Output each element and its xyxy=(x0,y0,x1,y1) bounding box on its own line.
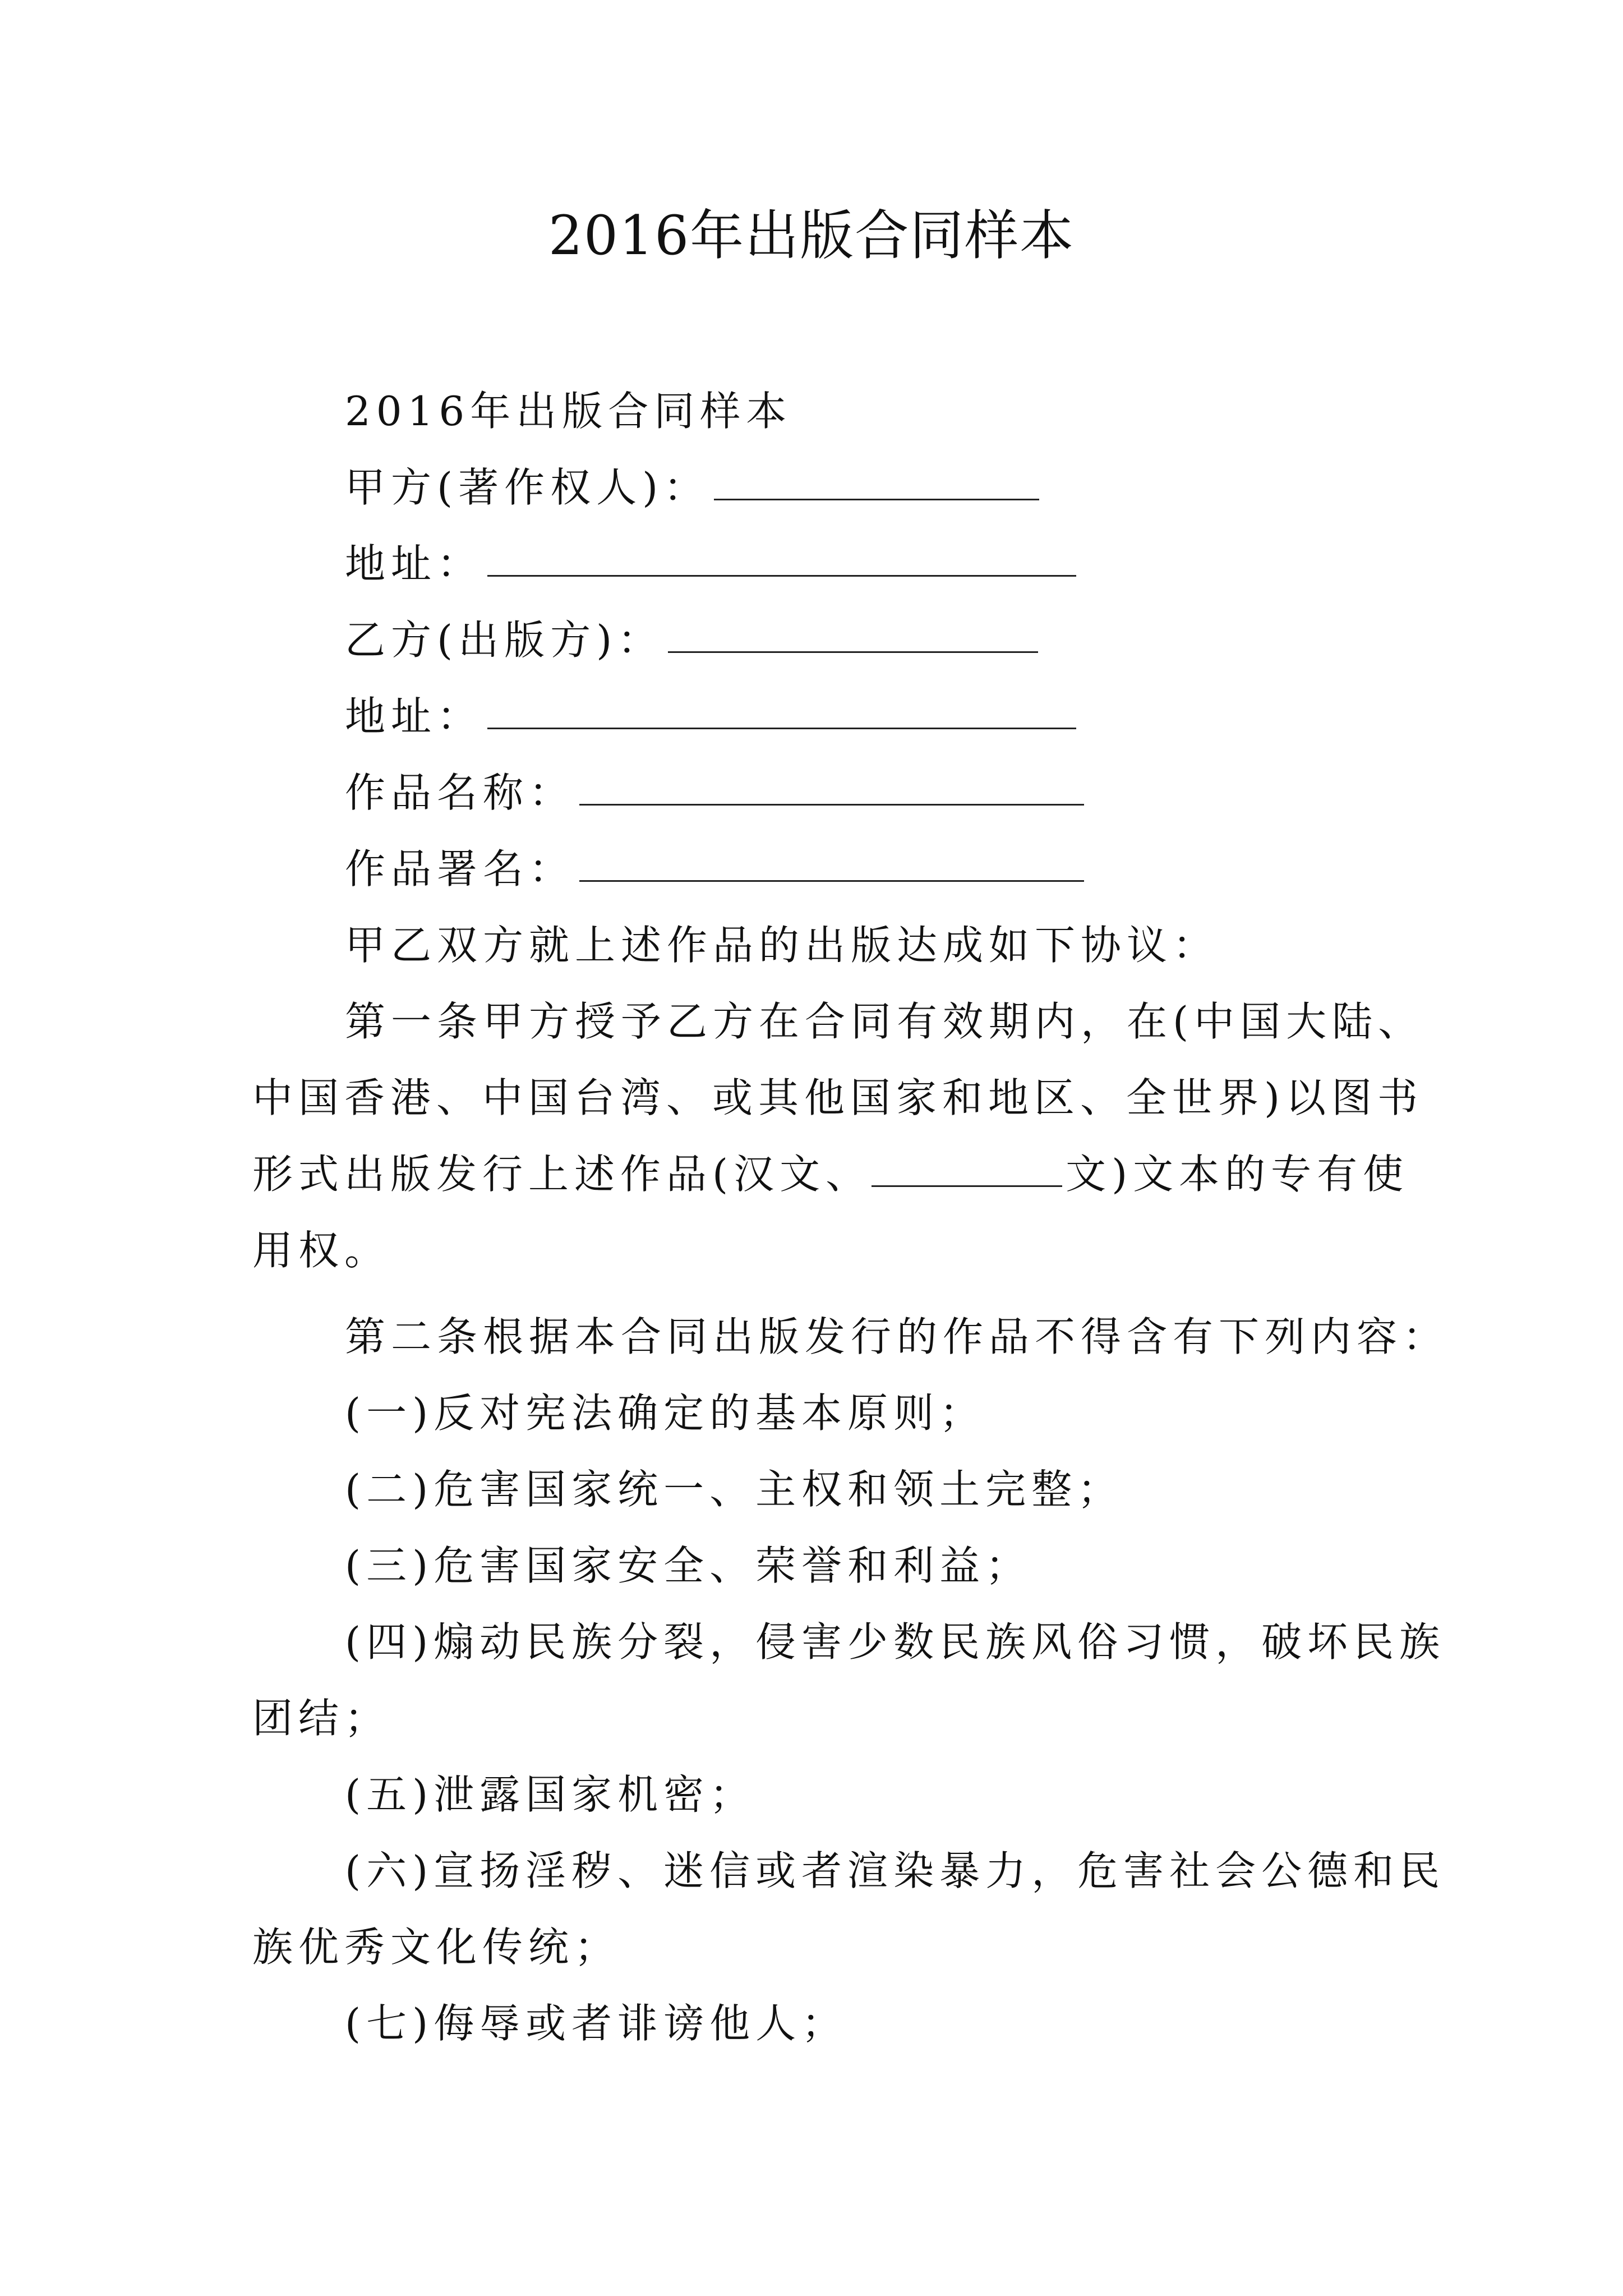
article-1-line-3-pre: 形式出版发行上述作品(汉文、 xyxy=(252,1151,872,1198)
document-title: 2016年出版合同样本 xyxy=(548,204,1075,267)
article-1-line-3-post: 文)文本的专有使 xyxy=(1066,1151,1409,1198)
address-a-label: 地址： xyxy=(345,540,483,587)
article-1-line-3 xyxy=(252,1136,1409,1212)
address-a-blank[interactable] xyxy=(487,526,1076,577)
work-title-blank[interactable] xyxy=(579,754,1084,806)
article-2-item-3: (三)危害国家安全、荣誉和利益； xyxy=(345,1542,1032,1589)
address-b-blank[interactable] xyxy=(487,678,1076,729)
article-2-item-4-line-2: 团结； xyxy=(252,1695,391,1742)
work-title-label: 作品名称： xyxy=(345,769,575,816)
paragraph-gap xyxy=(252,1289,1396,1299)
work-signature-label: 作品署名： xyxy=(345,845,575,892)
work-title-row xyxy=(252,754,1396,831)
address-b-row xyxy=(252,678,1396,754)
article-2-item-6-line-1: (六)宣扬淫秽、迷信或者渲染暴力，危害社会公德和民 xyxy=(345,1847,1446,1894)
contract-body xyxy=(252,373,1449,2062)
article-2-item-5: (五)泄露国家机密； xyxy=(345,1771,756,1818)
address-b-label: 地址： xyxy=(345,693,483,740)
article-2-item-2: (二)危害国家统一、主权和领土完整； xyxy=(345,1466,1124,1513)
party-b-label: 乙方(出版方)： xyxy=(345,616,664,664)
language-blank[interactable] xyxy=(872,1136,1062,1187)
subtitle: 2016年出版合同样本 xyxy=(345,388,792,435)
article-2-item-1: (一)反对宪法确定的基本原则； xyxy=(345,1389,986,1437)
work-signature-blank[interactable] xyxy=(579,831,1084,882)
article-2-line-1: 第二条根据本合同出版发行的作品不得含有下列内容： xyxy=(345,1313,1449,1360)
article-2-item-4-line-1: (四)煽动民族分裂，侵害少数民族风俗习惯，破坏民族 xyxy=(345,1618,1446,1665)
party-a-row xyxy=(252,449,1396,526)
article-1-line-2: 中国香港、中国台湾、或其他国家和地区、全世界)以图书 xyxy=(252,1074,1424,1121)
party-a-label: 甲方(著作权人)： xyxy=(345,464,710,511)
party-a-blank[interactable] xyxy=(714,449,1039,500)
party-b-row xyxy=(252,602,1396,678)
work-signature-row xyxy=(252,831,1396,907)
party-b-blank[interactable] xyxy=(668,602,1038,653)
article-2-item-6-line-2: 族优秀文化传统； xyxy=(252,1924,621,1971)
address-a-row xyxy=(252,526,1396,602)
agreement-intro: 甲乙双方就上述作品的出版达成如下协议： xyxy=(345,922,1219,969)
article-1-line-4: 用权。 xyxy=(252,1227,391,1274)
article-2-item-7: (七)侮辱或者诽谤他人； xyxy=(345,2000,848,2047)
article-1-line-1: 第一条甲方授予乙方在合同有效期内，在(中国大陆、 xyxy=(345,998,1424,1045)
